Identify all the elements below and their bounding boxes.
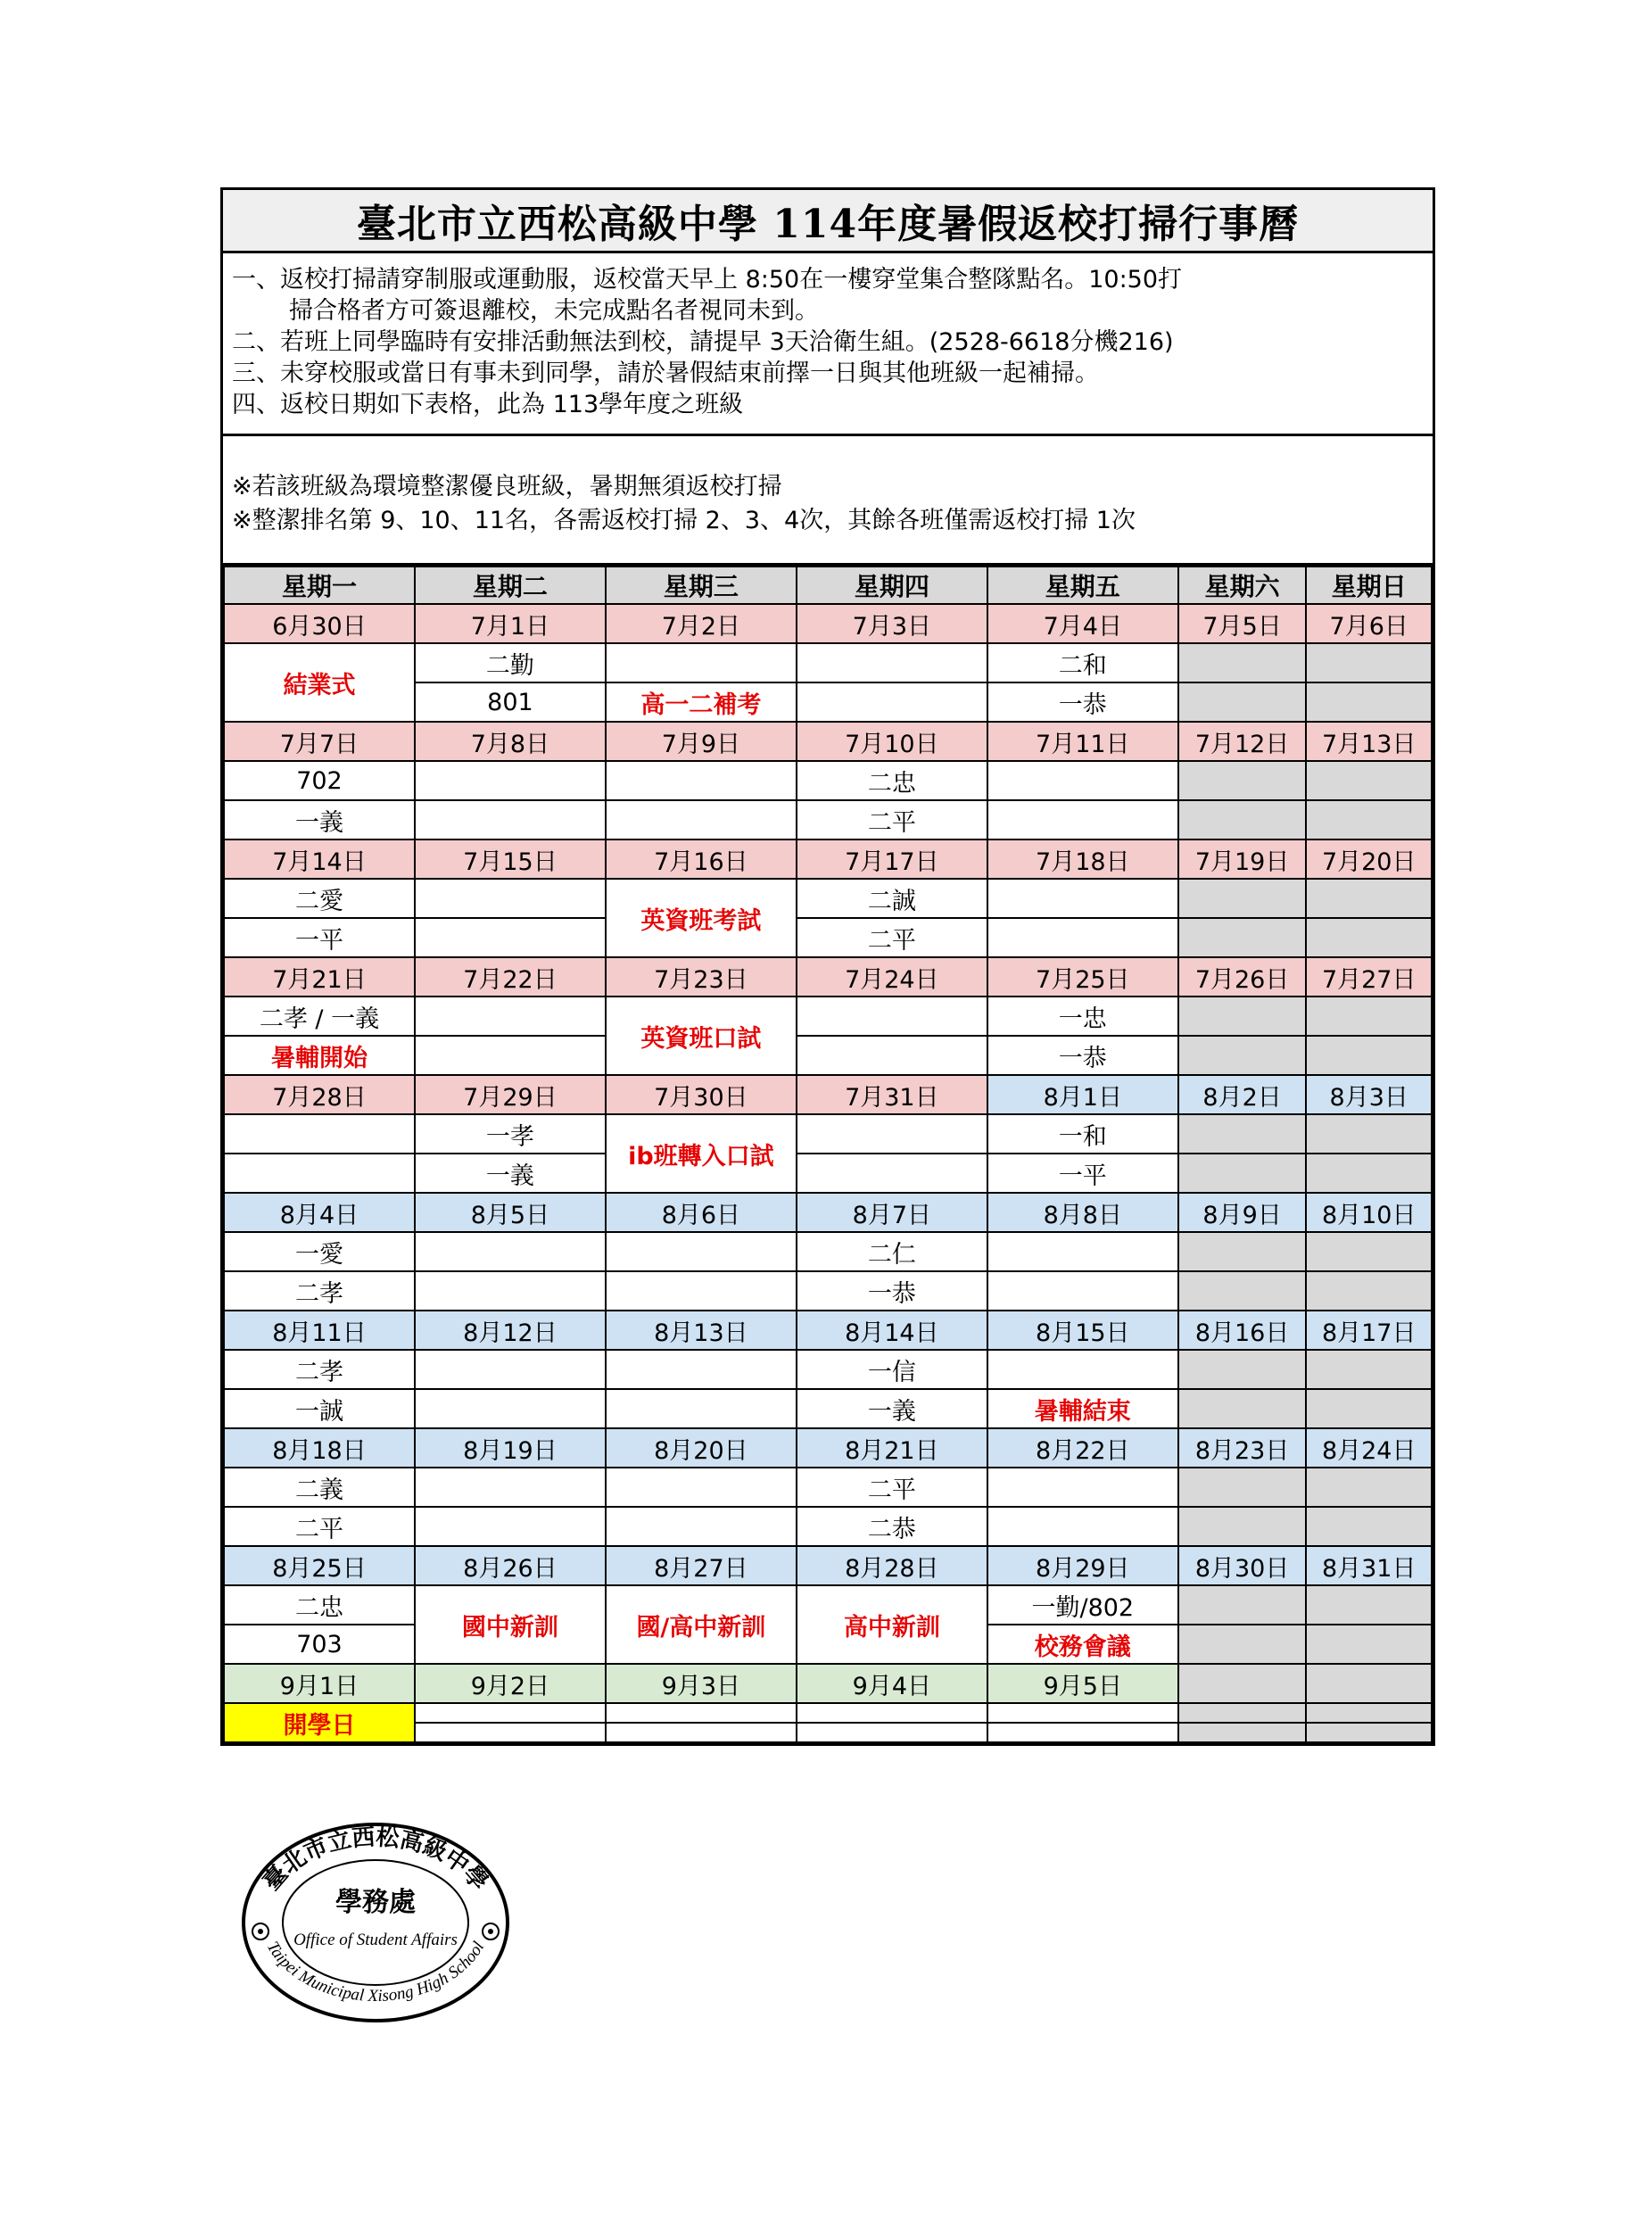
class-cell: 二忠	[224, 1585, 415, 1625]
class-cell	[987, 800, 1178, 839]
class-cell: 一恭	[987, 682, 1178, 722]
date-cell: 9月1日	[224, 1664, 415, 1703]
class-cell	[415, 761, 606, 800]
class-cell: 一義	[415, 1154, 606, 1193]
weekend-cell	[1306, 1114, 1432, 1154]
date-cell: 7月25日	[987, 957, 1178, 997]
seal-english-title: Office of Student Affairs	[293, 1931, 458, 1949]
date-cell: 9月5日	[987, 1664, 1178, 1703]
class-cell	[415, 1232, 606, 1271]
weekend-cell	[1178, 997, 1307, 1036]
class-cell: 一義	[797, 1389, 987, 1428]
date-cell: 8月2日	[1178, 1075, 1307, 1114]
class-row	[224, 643, 1432, 682]
seal-inner-ring	[283, 1860, 468, 1985]
class-cell	[797, 1114, 987, 1154]
seal-bottom-text: Taipei Municipal Xisong High School	[262, 1938, 489, 2006]
weekend-cell	[1178, 1703, 1307, 1723]
date-cell: 8月14日	[797, 1311, 987, 1350]
date-cell: 7月4日	[987, 604, 1178, 643]
date-cell: 7月18日	[987, 839, 1178, 879]
date-cell: 8月9日	[1178, 1193, 1307, 1232]
date-cell: 7月26日	[1178, 957, 1307, 997]
class-cell	[797, 997, 987, 1036]
date-cell: 7月1日	[415, 604, 606, 643]
class-cell	[987, 1350, 1178, 1389]
weekend-cell	[1306, 1468, 1432, 1507]
class-cell	[606, 800, 797, 839]
date-cell: 7月2日	[606, 604, 797, 643]
class-row	[224, 918, 1432, 957]
date-cell: 8月6日	[606, 1193, 797, 1232]
date-cell: 7月10日	[797, 722, 987, 761]
class-cell: 一信	[797, 1350, 987, 1389]
note-1: ※若該班級為環境整潔優良班級，暑期無須返校打掃	[232, 473, 782, 500]
weekend-cell	[1178, 879, 1307, 918]
date-row	[224, 1193, 1432, 1232]
class-cell	[415, 1703, 606, 1723]
date-cell: 8月21日	[797, 1428, 987, 1468]
note-2: ※整潔排名第 9、10、11名，各需返校打掃 2、3、4次，其餘各班僅需返校打掃 1次	[232, 507, 1136, 534]
weekend-cell	[1178, 1036, 1307, 1075]
class-cell	[415, 1350, 606, 1389]
date-cell: 6月30日	[224, 604, 415, 643]
weekend-cell	[1178, 1389, 1307, 1428]
class-cell	[606, 1271, 797, 1311]
date-cell: 7月16日	[606, 839, 797, 879]
weekend-cell	[1306, 1389, 1432, 1428]
rule-2: 二、若班上同學臨時有安排活動無法到校，請提早 3天洽衛生組。(2528-6618分機216)	[232, 328, 1174, 356]
class-cell: 一愛	[224, 1232, 415, 1271]
weekend-cell	[1178, 1271, 1307, 1311]
class-cell	[606, 1232, 797, 1271]
date-cell: 9月4日	[797, 1664, 987, 1703]
class-cell	[797, 1723, 987, 1742]
weekend-cell	[1306, 682, 1432, 722]
class-cell: 一忠	[987, 997, 1178, 1036]
date-cell: 8月15日	[987, 1311, 1178, 1350]
date-cell: 7月7日	[224, 722, 415, 761]
date-cell: 7月27日	[1306, 957, 1432, 997]
date-cell: 8月23日	[1178, 1428, 1307, 1468]
event-cell: 英資班考試	[606, 879, 797, 957]
weekend-cell	[1306, 643, 1432, 682]
date-cell: 7月24日	[797, 957, 987, 997]
weekend-cell	[1306, 1625, 1432, 1664]
class-row	[224, 1703, 1432, 1723]
event-cell: 開學日	[224, 1703, 415, 1742]
date-row	[224, 1075, 1432, 1114]
class-cell	[987, 761, 1178, 800]
weekday-header: 星期四	[797, 567, 987, 604]
class-cell	[415, 1389, 606, 1428]
event-cell: 暑輔結束	[987, 1389, 1178, 1428]
class-cell	[606, 1350, 797, 1389]
class-row	[224, 1271, 1432, 1311]
class-cell	[415, 918, 606, 957]
class-row	[224, 1350, 1432, 1389]
date-cell: 7月22日	[415, 957, 606, 997]
class-row	[224, 1232, 1432, 1271]
weekend-cell	[1178, 643, 1307, 682]
weekday-header: 星期三	[606, 567, 797, 604]
date-cell: 7月5日	[1178, 604, 1307, 643]
date-cell: 8月20日	[606, 1428, 797, 1468]
weekend-cell	[1306, 1664, 1432, 1703]
weekday-header: 星期五	[987, 567, 1178, 604]
class-cell: 一勤/802	[987, 1585, 1178, 1625]
class-cell	[415, 879, 606, 918]
class-cell	[606, 643, 797, 682]
class-cell: 一孝	[415, 1114, 606, 1154]
date-cell: 7月15日	[415, 839, 606, 879]
event-cell: 結業式	[224, 643, 415, 722]
weekend-cell	[1178, 800, 1307, 839]
date-cell: 7月3日	[797, 604, 987, 643]
date-cell: 7月17日	[797, 839, 987, 879]
class-cell	[415, 1507, 606, 1546]
date-cell: 8月8日	[987, 1193, 1178, 1232]
class-cell	[606, 1507, 797, 1546]
date-cell: 9月3日	[606, 1664, 797, 1703]
weekend-cell	[1178, 1350, 1307, 1389]
date-row	[224, 1428, 1432, 1468]
date-cell: 8月5日	[415, 1193, 606, 1232]
rule-3: 三、未穿校服或當日有事未到同學，請於暑假結束前擇一日與其他班級一起補掃。	[232, 360, 1099, 387]
calendar-table	[223, 566, 1433, 1743]
class-cell	[797, 1154, 987, 1193]
class-cell	[415, 997, 606, 1036]
class-cell: 二誠	[797, 879, 987, 918]
date-cell: 7月6日	[1306, 604, 1432, 643]
date-cell: 7月9日	[606, 722, 797, 761]
weekend-cell	[1306, 918, 1432, 957]
date-cell: 8月12日	[415, 1311, 606, 1350]
class-cell: 702	[224, 761, 415, 800]
date-cell: 8月17日	[1306, 1311, 1432, 1350]
date-cell: 7月20日	[1306, 839, 1432, 879]
class-cell: 二愛	[224, 879, 415, 918]
class-cell	[987, 1232, 1178, 1271]
class-cell	[797, 643, 987, 682]
weekday-header: 星期二	[415, 567, 606, 604]
rule-1-continued: 掃合格者方可簽退離校，未完成點名者視同未到。	[289, 297, 819, 325]
class-cell: 二仁	[797, 1232, 987, 1271]
date-cell: 8月30日	[1178, 1546, 1307, 1585]
date-cell: 8月29日	[987, 1546, 1178, 1585]
date-cell: 8月27日	[606, 1546, 797, 1585]
weekday-header: 星期日	[1306, 567, 1432, 604]
weekend-cell	[1306, 1271, 1432, 1311]
weekend-cell	[1178, 1723, 1307, 1742]
class-row	[224, 879, 1432, 918]
class-cell	[797, 1036, 987, 1075]
event-cell: 英資班口試	[606, 997, 797, 1075]
weekend-cell	[1306, 1585, 1432, 1625]
class-cell	[415, 800, 606, 839]
weekend-cell	[1178, 1625, 1307, 1664]
date-cell: 7月28日	[224, 1075, 415, 1114]
weekend-cell	[1306, 1350, 1432, 1389]
date-cell: 8月26日	[415, 1546, 606, 1585]
class-cell	[415, 1271, 606, 1311]
class-cell	[987, 879, 1178, 918]
date-cell: 7月19日	[1178, 839, 1307, 879]
document-title: 臺北市立西松高級中學 114年度暑假返校打掃行事曆	[223, 190, 1433, 253]
class-cell: 二平	[797, 800, 987, 839]
notes-section	[223, 436, 1433, 566]
weekend-cell	[1306, 800, 1432, 839]
weekend-cell	[1306, 761, 1432, 800]
class-cell	[415, 1468, 606, 1507]
class-cell: 二勤	[415, 643, 606, 682]
date-cell: 7月14日	[224, 839, 415, 879]
date-row	[224, 957, 1432, 997]
rule-4: 四、返校日期如下表格，此為 113學年度之班級	[232, 391, 744, 418]
class-row	[224, 1114, 1432, 1154]
date-cell: 7月13日	[1306, 722, 1432, 761]
weekday-header: 星期六	[1178, 567, 1307, 604]
weekend-cell	[1306, 1036, 1432, 1075]
class-cell: 二平	[224, 1507, 415, 1546]
class-cell	[606, 761, 797, 800]
weekend-cell	[1306, 1154, 1432, 1193]
class-cell: 二義	[224, 1468, 415, 1507]
class-cell	[606, 1389, 797, 1428]
date-row	[224, 1546, 1432, 1585]
event-cell: 暑輔開始	[224, 1036, 415, 1075]
class-row	[224, 800, 1432, 839]
class-cell: 一誠	[224, 1389, 415, 1428]
date-row	[224, 1664, 1432, 1703]
class-cell: 703	[224, 1625, 415, 1664]
class-cell	[606, 1723, 797, 1742]
class-cell: 一平	[987, 1154, 1178, 1193]
date-cell: 8月28日	[797, 1546, 987, 1585]
date-cell: 8月18日	[224, 1428, 415, 1468]
class-cell: 一和	[987, 1114, 1178, 1154]
calendar-document	[220, 187, 1435, 1746]
weekend-cell	[1306, 1703, 1432, 1723]
class-cell	[987, 1507, 1178, 1546]
date-cell: 8月1日	[987, 1075, 1178, 1114]
date-cell: 8月13日	[606, 1311, 797, 1350]
rule-1: 一、返校打掃請穿制服或運動服，返校當天早上 8:50在一樓穿堂集合整隊點名。10:50打	[232, 266, 1183, 294]
class-cell: 二孝	[224, 1350, 415, 1389]
rules-section	[223, 253, 1433, 436]
event-cell: 高一二補考	[606, 682, 797, 722]
class-row	[224, 1154, 1432, 1193]
date-cell: 8月11日	[224, 1311, 415, 1350]
date-cell: 8月24日	[1306, 1428, 1432, 1468]
class-row	[224, 1507, 1432, 1546]
class-cell: 801	[415, 682, 606, 722]
class-cell	[224, 1154, 415, 1193]
weekend-cell	[1178, 1664, 1307, 1703]
weekend-cell	[1306, 1232, 1432, 1271]
event-cell: 國/高中新訓	[606, 1585, 797, 1664]
class-cell	[987, 1703, 1178, 1723]
class-cell	[606, 1468, 797, 1507]
class-row	[224, 997, 1432, 1036]
weekend-cell	[1178, 918, 1307, 957]
date-row	[224, 839, 1432, 879]
date-cell: 7月31日	[797, 1075, 987, 1114]
date-cell: 7月11日	[987, 722, 1178, 761]
weekend-cell	[1178, 761, 1307, 800]
class-row	[224, 1585, 1432, 1625]
class-row	[224, 1468, 1432, 1507]
weekend-cell	[1178, 1232, 1307, 1271]
date-cell: 8月10日	[1306, 1193, 1432, 1232]
class-cell	[797, 1703, 987, 1723]
class-cell: 二平	[797, 918, 987, 957]
weekend-cell	[1306, 997, 1432, 1036]
class-cell: 二孝	[224, 1271, 415, 1311]
date-cell: 7月30日	[606, 1075, 797, 1114]
class-cell	[987, 1723, 1178, 1742]
class-cell	[415, 1723, 606, 1742]
class-cell	[224, 1114, 415, 1154]
class-cell: 二忠	[797, 761, 987, 800]
date-row	[224, 604, 1432, 643]
weekend-cell	[1178, 1507, 1307, 1546]
class-cell: 一恭	[797, 1271, 987, 1311]
class-cell: 二和	[987, 643, 1178, 682]
date-cell: 7月12日	[1178, 722, 1307, 761]
weekday-header-row	[224, 567, 1432, 604]
class-cell	[606, 1703, 797, 1723]
date-cell: 7月23日	[606, 957, 797, 997]
event-cell: 高中新訓	[797, 1585, 987, 1664]
seal-center-text: 學務處	[335, 1887, 416, 1918]
weekend-cell	[1178, 1114, 1307, 1154]
class-cell: 二孝 / 一義	[224, 997, 415, 1036]
class-cell	[797, 682, 987, 722]
class-cell: 二恭	[797, 1507, 987, 1546]
event-cell: 校務會議	[987, 1625, 1178, 1664]
class-cell	[415, 1036, 606, 1075]
weekend-cell	[1178, 1154, 1307, 1193]
weekend-cell	[1178, 682, 1307, 722]
date-cell: 7月29日	[415, 1075, 606, 1114]
class-cell: 一恭	[987, 1036, 1178, 1075]
class-cell: 一義	[224, 800, 415, 839]
date-row	[224, 722, 1432, 761]
weekend-cell	[1306, 1723, 1432, 1742]
date-cell: 8月16日	[1178, 1311, 1307, 1350]
date-cell: 8月31日	[1306, 1546, 1432, 1585]
event-cell: ib班轉入口試	[606, 1114, 797, 1193]
date-cell: 8月22日	[987, 1428, 1178, 1468]
weekend-cell	[1306, 879, 1432, 918]
seal-top-text: 臺北市立西松高級中學	[258, 1824, 493, 1897]
class-cell	[987, 918, 1178, 957]
date-cell: 7月21日	[224, 957, 415, 997]
event-cell: 國中新訓	[415, 1585, 606, 1664]
class-cell: 二平	[797, 1468, 987, 1507]
weekend-cell	[1306, 1507, 1432, 1546]
weekend-cell	[1178, 1585, 1307, 1625]
date-cell: 7月8日	[415, 722, 606, 761]
date-cell: 8月3日	[1306, 1075, 1432, 1114]
class-cell	[987, 1271, 1178, 1311]
date-cell: 8月25日	[224, 1546, 415, 1585]
class-cell	[987, 1468, 1178, 1507]
date-cell: 8月19日	[415, 1428, 606, 1468]
class-row	[224, 1389, 1432, 1428]
date-row	[224, 1311, 1432, 1350]
date-cell: 9月2日	[415, 1664, 606, 1703]
class-row	[224, 1036, 1432, 1075]
class-cell: 一平	[224, 918, 415, 957]
weekday-header: 星期一	[224, 567, 415, 604]
date-cell: 8月7日	[797, 1193, 987, 1232]
date-cell: 8月4日	[224, 1193, 415, 1232]
class-row	[224, 761, 1432, 800]
weekend-cell	[1178, 1468, 1307, 1507]
office-seal-stamp	[239, 1820, 512, 2025]
